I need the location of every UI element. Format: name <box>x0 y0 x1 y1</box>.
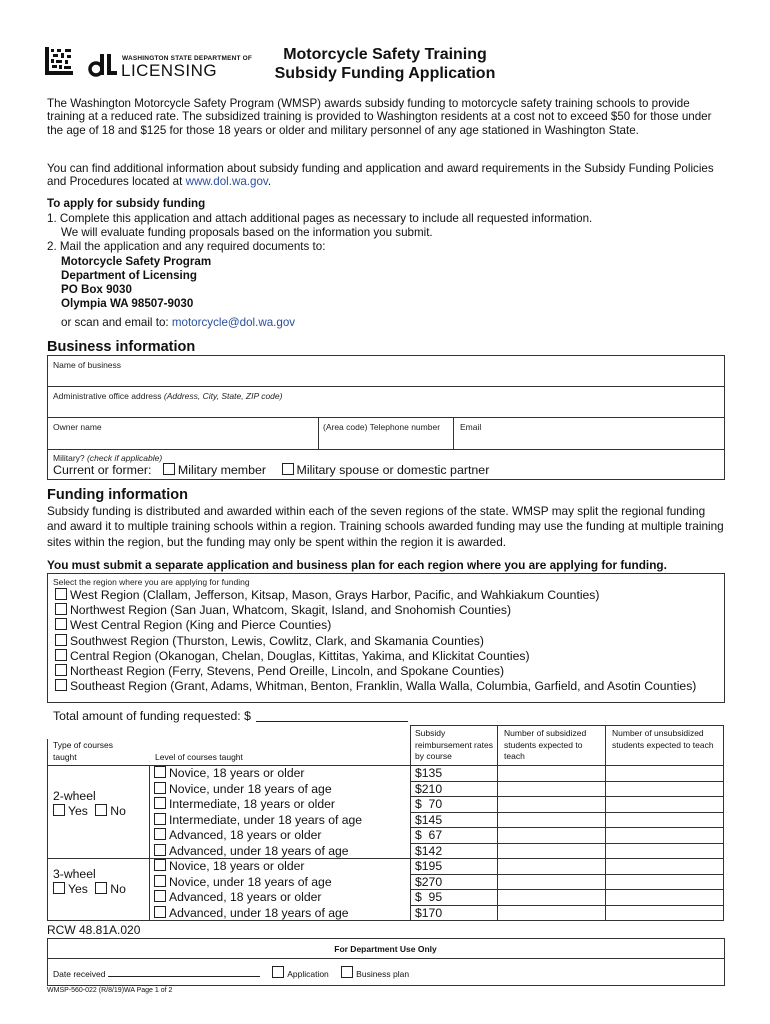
region-checkbox[interactable] <box>55 664 67 676</box>
course-level-checkbox[interactable] <box>154 813 166 825</box>
course-level-checkbox[interactable] <box>154 844 166 856</box>
mail-address-line2: Department of Licensing <box>61 269 197 282</box>
subsidized-students-input[interactable] <box>498 889 604 904</box>
date-received-input[interactable] <box>108 967 260 977</box>
email-field[interactable]: Email <box>460 422 482 432</box>
course-level-checkbox[interactable] <box>154 890 166 902</box>
no-label: No <box>110 804 126 818</box>
region-label: West Region (Clallam, Jefferson, Kitsap, Mason, Grays Harbor, Pacific, and Wahkiakum Counties) <box>70 588 600 602</box>
rate-value: $195 <box>415 859 443 873</box>
email-line <box>61 316 741 329</box>
office-address-field[interactable] <box>53 391 282 401</box>
unsubsidized-students-input[interactable] <box>606 796 722 811</box>
two-wheel-yes-no <box>53 804 126 818</box>
two-wheel-label: 2-wheel <box>53 789 96 803</box>
total-funding-label: Total amount of funding requested: $ <box>53 709 251 723</box>
course-level-option[interactable] <box>154 844 349 858</box>
unsubsidized-students-input[interactable] <box>606 843 722 858</box>
three-wheel-no-checkbox[interactable] <box>95 882 107 894</box>
military-spouse-checkbox[interactable] <box>282 463 294 475</box>
course-level-label: Advanced, 18 years or older <box>169 828 322 842</box>
rate-value: $145 <box>415 812 443 827</box>
unsubsidized-students-input[interactable] <box>606 889 722 904</box>
col-header-rate: Subsidy reimbursement rates by course <box>415 728 493 761</box>
course-level-option[interactable] <box>154 890 321 904</box>
course-level-checkbox[interactable] <box>154 828 166 840</box>
region-label: Southwest Region (Thurston, Lewis, Cowlitz, Clark, and Skamania Counties) <box>70 633 484 648</box>
region-checkbox[interactable] <box>55 618 67 630</box>
course-level-checkbox[interactable] <box>154 906 166 918</box>
col-header-unsubsidized: Number of unsubsidized students expected to teach <box>612 728 714 750</box>
military-label <box>53 453 162 463</box>
region-option[interactable] <box>55 649 530 663</box>
three-wheel-label: 3-wheel <box>53 867 96 881</box>
region-label: Northeast Region (Ferry, Stevens, Pend Oreille, Lincoln, and Spokane Counties) <box>70 664 505 678</box>
unsubsidized-students-input[interactable] <box>606 827 722 842</box>
region-label: Southeast Region (Grant, Adams, Whitman, Benton, Franklin, Walla Walla, Columbia, Garfield, and Asotin Counties) <box>70 679 697 694</box>
subsidized-students-input[interactable] <box>498 796 604 811</box>
course-level-checkbox[interactable] <box>154 766 166 778</box>
rate-value: $170 <box>415 905 443 920</box>
qr-code <box>45 47 73 75</box>
course-level-label: Intermediate, under 18 years of age <box>169 812 363 827</box>
no-label: No <box>110 882 126 896</box>
course-level-option[interactable] <box>154 828 321 842</box>
mail-address-line3: PO Box 9030 <box>61 283 132 296</box>
business-name-field[interactable]: Name of business <box>53 360 122 370</box>
total-funding-input[interactable] <box>256 710 408 722</box>
region-option[interactable] <box>55 664 504 678</box>
course-level-label: Novice, under 18 years of age <box>169 781 332 796</box>
separate-application-notice: You must submit a separate application and business plan for each region where you are applying for funding. <box>47 558 667 572</box>
course-level-option[interactable] <box>154 782 332 796</box>
apply-step-1: 1. Complete this application and attach additional pages as necessary to include all requested information. <box>47 212 593 225</box>
unsubsidized-students-input[interactable] <box>606 905 722 920</box>
course-level-option[interactable] <box>154 875 332 889</box>
course-level-option[interactable] <box>154 797 335 811</box>
two-wheel-no-checkbox[interactable] <box>95 804 107 816</box>
intro-text: You can find additional information about subsidy funding and application and award requirements in the Subsidy Funding Policies and Procedures located at <box>47 162 714 189</box>
subsidized-students-input[interactable] <box>498 874 604 889</box>
rate-value: $210 <box>415 781 443 796</box>
rate-value: $ 95 <box>415 890 443 904</box>
unsubsidized-students-input[interactable] <box>606 858 722 873</box>
course-level-label: Novice, 18 years or older <box>169 766 305 780</box>
region-checkbox[interactable] <box>55 679 67 691</box>
dol-website-link[interactable]: www.dol.wa.gov <box>185 175 268 189</box>
intro-paragraph-2 <box>47 162 727 189</box>
yes-label: Yes <box>68 804 88 818</box>
business-plan-checkbox[interactable] <box>341 966 353 978</box>
email-prefix: or scan and email to: <box>61 316 172 329</box>
col-header-level: Level of courses taught <box>155 752 243 762</box>
funding-info-heading: Funding information <box>47 487 188 503</box>
agency-name-small: WASHINGTON STATE DEPARTMENT OF <box>122 55 253 62</box>
region-option[interactable] <box>55 618 331 632</box>
course-level-checkbox[interactable] <box>154 875 166 887</box>
department-use-heading: For Department Use Only <box>334 944 437 954</box>
region-option[interactable] <box>55 634 484 648</box>
owner-name-field[interactable]: Owner name <box>53 422 102 432</box>
region-option[interactable] <box>55 588 599 602</box>
course-level-option[interactable] <box>154 813 362 827</box>
course-level-label: Intermediate, 18 years or older <box>169 797 335 811</box>
military-question: Military? <box>53 453 85 463</box>
application-label: Application <box>287 969 329 979</box>
mail-address-line4: Olympia WA 98507-9030 <box>61 297 194 310</box>
unsubsidized-students-input[interactable] <box>606 765 722 780</box>
region-checkbox[interactable] <box>55 588 67 600</box>
military-options <box>53 463 489 477</box>
three-wheel-yes-no <box>53 882 126 896</box>
subsidized-students-input[interactable] <box>498 858 604 873</box>
region-option[interactable] <box>55 603 511 617</box>
military-hint: (check if applicable) <box>87 453 163 463</box>
course-level-label: Novice, under 18 years of age <box>169 874 332 889</box>
course-level-option[interactable] <box>154 906 349 920</box>
course-level-label: Advanced, 18 years or older <box>169 890 322 904</box>
col-header-type: Type of courses taught <box>53 740 114 762</box>
course-level-option[interactable] <box>154 766 304 780</box>
date-received-row <box>53 966 409 979</box>
apply-step-2: 2. Mail the application and any required documents to: <box>47 240 326 253</box>
date-received-label: Date received <box>53 969 106 979</box>
rate-value: $135 <box>415 766 443 780</box>
region-checkbox[interactable] <box>55 649 67 661</box>
intro-paragraph: The Washington Motorcycle Safety Program (WMSP) awards subsidy funding to motorcycle safety training schools to provide training at a reduced rate. The subsidized training is provided to Washington residents at a cost not to exceed $50 for those under the age of 18 and $125 for those 18 years or older and military personnel of any age stationed in Washington State. <box>47 97 712 137</box>
subsidized-students-input[interactable] <box>498 827 604 842</box>
subsidized-students-input[interactable] <box>498 843 604 858</box>
course-level-checkbox[interactable] <box>154 797 166 809</box>
subsidized-students-input[interactable] <box>498 781 604 796</box>
agency-name-big: LICENSING <box>121 61 218 80</box>
three-wheel-yes-checkbox[interactable] <box>53 882 65 894</box>
rate-value: $ 70 <box>415 797 443 811</box>
current-former-label: Current or former: <box>53 463 152 477</box>
region-checkbox[interactable] <box>55 603 67 615</box>
form-title-line2: Subsidy Funding Application <box>274 65 496 82</box>
select-region-label: Select the region where you are applying for funding <box>53 577 250 587</box>
office-address-hint: (Address, City, State, ZIP code) <box>163 391 283 401</box>
military-member-label: Military member <box>177 463 267 477</box>
military-spouse-label: Military spouse or domestic partner <box>296 463 490 477</box>
rate-value: $270 <box>415 874 443 889</box>
unsubsidized-students-input[interactable] <box>606 812 722 827</box>
region-checkbox[interactable] <box>55 634 67 646</box>
email-link[interactable]: motorcycle@dol.wa.gov <box>171 316 296 329</box>
region-label: Northwest Region (San Juan, Whatcom, Skagit, Island, and Snohomish Counties) <box>70 603 512 618</box>
subsidized-students-input[interactable] <box>498 812 604 827</box>
rcw-reference: RCW 48.81A.020 <box>47 923 141 937</box>
apply-heading: To apply for subsidy funding <box>47 197 206 210</box>
subsidized-students-input[interactable] <box>498 905 604 920</box>
office-address-label: Administrative office address <box>53 391 162 401</box>
region-label: Central Region (Okanogan, Chelan, Douglas, Kittitas, Yakima, and Klickitat Counties) <box>70 648 530 663</box>
business-info-heading: Business information <box>47 339 196 355</box>
course-level-checkbox[interactable] <box>154 782 166 794</box>
rate-value: $ 67 <box>415 828 443 842</box>
form-id: WMSP-560-022 (R/8/19)WA Page 1 of 2 <box>47 987 173 994</box>
course-level-label: Novice, 18 years or older <box>169 859 305 873</box>
two-wheel-yes-checkbox[interactable] <box>53 804 65 816</box>
apply-step-1b: We will evaluate funding proposals based on the information you submit. <box>61 226 433 239</box>
military-member-checkbox[interactable] <box>163 463 175 475</box>
col-header-subsidized: Number of subsidized students expected to teach <box>504 728 587 761</box>
course-level-label: Advanced, under 18 years of age <box>169 843 349 858</box>
yes-label: Yes <box>68 882 88 896</box>
unsubsidized-students-input[interactable] <box>606 781 722 796</box>
intro-period: . <box>267 175 272 189</box>
dol-logo-icon <box>87 50 119 78</box>
business-plan-label: Business plan <box>356 969 410 979</box>
subsidized-students-input[interactable] <box>498 765 604 780</box>
region-label: West Central Region (King and Pierce Counties) <box>70 618 332 633</box>
course-level-checkbox[interactable] <box>154 859 166 871</box>
telephone-field[interactable]: (Area code) Telephone number <box>323 422 441 432</box>
form-title-line1: Motorcycle Safety Training <box>283 46 487 63</box>
mail-address-line1: Motorcycle Safety Program <box>61 255 212 268</box>
total-funding-row <box>53 709 408 723</box>
region-option[interactable] <box>55 679 696 693</box>
course-level-option[interactable] <box>154 859 304 873</box>
unsubsidized-students-input[interactable] <box>606 874 722 889</box>
rate-value: $142 <box>415 843 443 858</box>
application-checkbox[interactable] <box>272 966 284 978</box>
course-level-label: Advanced, under 18 years of age <box>169 905 349 920</box>
funding-paragraph: Subsidy funding is distributed and awarded within each of the seven regions of the state. WMSP may split the regional funding and award it to multiple training schools within a region. Training schools awarded funding may use the funding at multiple training sites within the region, but the funding may only be spent within the region it is awarded. <box>47 504 724 549</box>
